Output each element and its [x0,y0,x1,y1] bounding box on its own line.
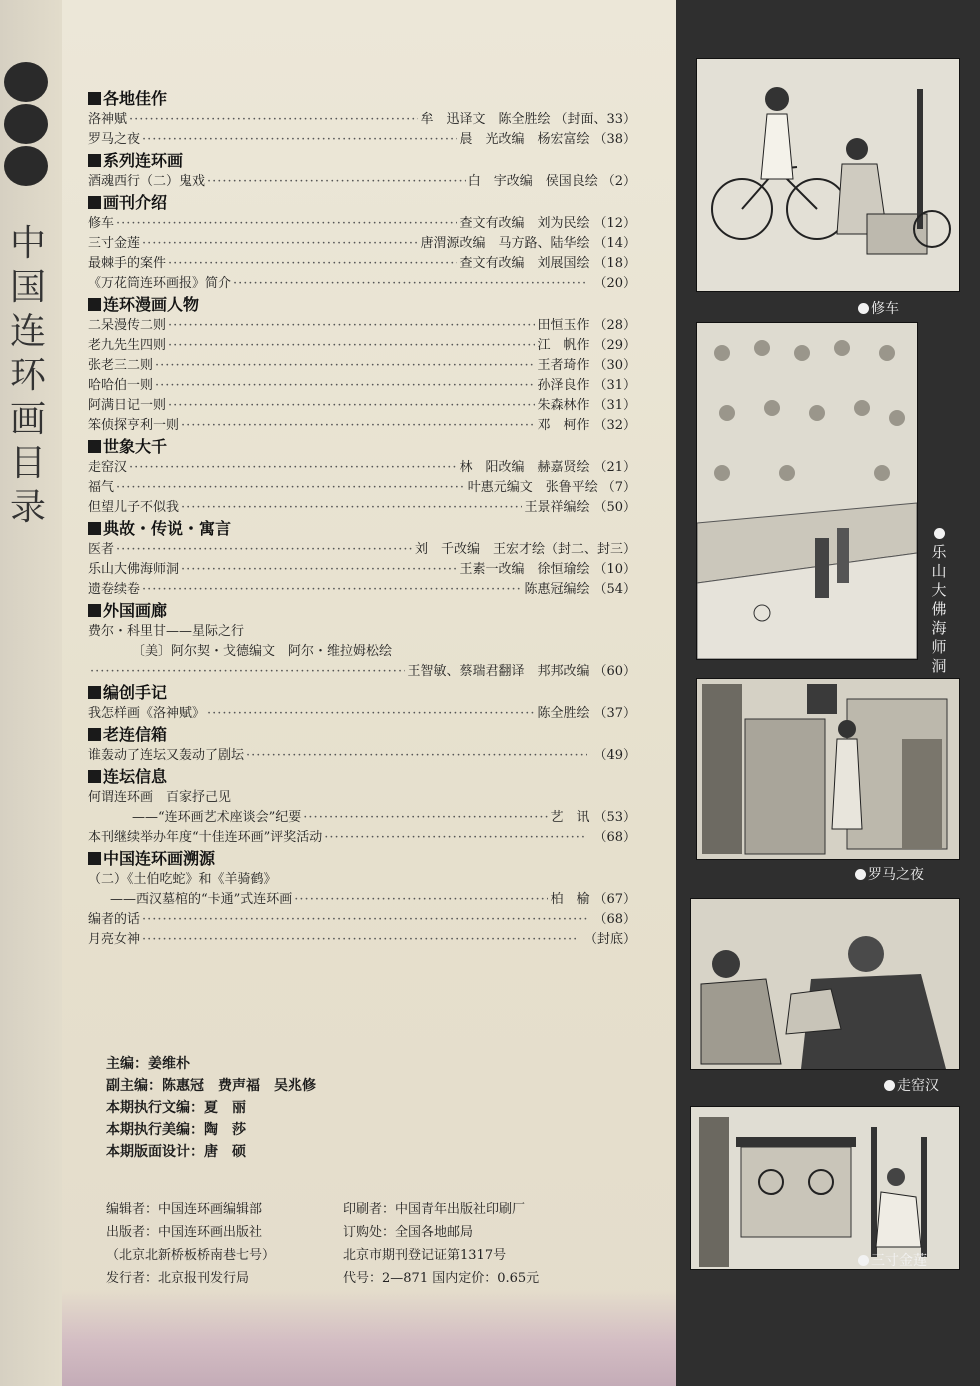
square-bullet-icon [88,604,101,617]
section-heading [88,518,636,540]
title-char: 国 [9,267,46,308]
publication-info-left [106,1198,275,1290]
dot-leader [324,828,587,848]
toc-entry [88,580,636,600]
publication-line: 北京市期刊登记证第1317号 [343,1248,507,1263]
toc-section [88,150,636,192]
entry-title: 谁轰动了连坛又轰动了剧坛 [88,748,245,763]
square-bullet-icon [88,92,101,105]
toc-entry [88,130,636,150]
toc-section [88,436,636,518]
section-heading [88,600,636,622]
entry-author: 查文有改编 刘展国绘 [459,256,590,271]
entry-title: ——西汉墓棺的“卡通”式连环画 [110,892,293,907]
entry-title: 罗马之夜 [88,132,141,147]
toc-entry [88,642,636,662]
section-heading-text: 老连信箱 [103,725,168,744]
section-heading [88,294,636,316]
square-bullet-icon [88,154,101,167]
illustration-golden-lotus [690,1106,960,1270]
entry-page: （53） [593,810,636,825]
toc-section [88,682,636,724]
decorative-dots [4,62,50,188]
entry-page: （28） [593,318,636,333]
credit-value: 陈惠冠 费声福 吴兆修 [162,1078,316,1094]
entry-page: （12） [593,216,636,231]
credit-label: 主编： [106,1056,148,1072]
dot-icon [4,104,48,144]
entry-page: （2） [601,174,636,189]
bullet-icon [884,1080,895,1091]
entry-title: 洛神赋 [88,112,128,127]
entry-author: 艺 讯 [550,810,590,825]
toc-section [88,88,636,150]
credit-value: 夏 丽 [204,1100,246,1116]
entry-title: 但望儿子不似我 [88,500,180,515]
toc-entry [88,540,636,560]
section-heading [88,724,636,746]
entry-title: 修车 [88,216,115,231]
section-heading-text: 连坛信息 [103,767,168,786]
dot-leader [142,930,578,950]
dot-leader [142,234,418,254]
entry-author: 白 宇改编 侯国良绘 [467,174,598,189]
publication-line: 出版者：中国连环画出版社 [106,1225,263,1240]
entry-page: （37） [593,706,636,721]
toc-section [88,766,636,848]
entry-title: 酒魂西行（二）鬼戏 [88,174,206,189]
toc-entry [88,458,636,478]
caption-char: 山 [931,562,947,580]
dot-leader [303,808,548,828]
toc-entry [88,254,636,274]
section-heading-text: 世象大千 [103,437,168,456]
credit-line [106,1053,316,1075]
entry-title: 老九先生四则 [88,338,167,353]
entry-title: 〔美〕阿尔契・戈德编文 阿尔・维拉姆松绘 [132,644,393,659]
entry-author: 江 帆作 [537,338,590,353]
entry-page: （30） [593,358,636,373]
dot-leader [142,910,587,930]
dot-leader [168,336,535,356]
square-bullet-icon [88,728,101,741]
square-bullet-icon [88,770,101,783]
entry-page: （54） [593,582,636,597]
toc-section [88,518,636,600]
toc-section [88,294,636,436]
dot-leader [246,746,587,766]
publication-line: 订购处：全国各地邮局 [343,1225,474,1240]
interior-scene-icon [697,679,959,859]
entry-title: 三寸金莲 [88,236,141,251]
credit-label: 副主编： [106,1078,162,1094]
dot-leader [181,416,535,436]
dot-leader [168,316,535,336]
entry-author: 叶惠元编文 张鲁平绘 [467,480,598,495]
table-of-contents [88,88,636,950]
caption-kiln-man [884,1075,939,1095]
entry-title: 医者 [88,542,115,557]
caption-char: 大 [931,581,947,599]
publication-line: 印刷者：中国青年出版社印刷厂 [343,1202,526,1217]
dot-leader [142,580,522,600]
section-heading-text: 系列连环画 [103,151,184,170]
illustration-leshan-cave [696,322,918,660]
entry-page: （18） [593,256,636,271]
entry-title: 费尔・科里甘——星际之行 [88,624,245,639]
section-heading-text: 外国画廊 [103,601,168,620]
section-heading [88,192,636,214]
square-bullet-icon [88,686,101,699]
toc-entry [88,478,636,498]
square-bullet-icon [88,522,101,535]
section-heading [88,436,636,458]
temple-scene-icon [697,323,917,659]
caption-repair-bike [858,298,899,318]
entry-author: 孙泽良作 [537,378,590,393]
entry-page: （49） [593,748,636,763]
toc-entry [88,890,636,910]
entry-title: 何谓连环画 百家抒己见 [88,790,232,805]
entry-page: （20） [593,276,636,291]
publication-line: 编辑者：中国连环画编辑部 [106,1202,263,1217]
toc-entry [88,416,636,436]
section-heading [88,88,636,110]
entry-title: 遗卷续卷 [88,582,141,597]
caption-golden-lotus [858,1250,927,1270]
entry-page: （31） [593,378,636,393]
entry-title: 张老三二则 [88,358,154,373]
entry-title: 哈哈伯一则 [88,378,154,393]
bicycle-scene-icon [697,59,959,291]
square-bullet-icon [88,196,101,209]
bed-chamber-scene-icon [691,1107,959,1269]
toc-section [88,192,636,294]
section-heading-text: 典故・传说・寓言 [103,519,232,538]
entry-author: 王素一改编 徐恒瑜绘 [459,562,590,577]
entry-author: 朱森林作 [537,398,590,413]
toc-entry [88,704,636,724]
entry-page: （32） [593,418,636,433]
dot-leader [116,214,457,234]
entry-page: （14） [593,236,636,251]
toc-entry [88,214,636,234]
dot-leader [116,478,466,498]
credit-line [106,1141,316,1163]
section-heading [88,682,636,704]
title-char: 中 [9,223,46,264]
entry-page: （38） [593,132,636,147]
title-char: 录 [9,487,46,528]
entry-author: 牟 迅译文 陈全胜绘 [420,112,551,127]
entry-page: （封底） [583,932,636,947]
bullet-icon [858,1255,869,1266]
toc-entry [88,356,636,376]
dot-leader [129,110,418,130]
toc-entry [88,172,636,192]
toc-entry [88,560,636,580]
paper-stain [0,1290,680,1386]
illustration-kiln-man [690,898,960,1070]
toc-entry [88,498,636,518]
publication-info-right [343,1198,539,1290]
bullet-icon [855,869,866,880]
toc-entry [88,910,636,930]
toc-entry [88,274,636,294]
toc-entry [88,788,636,808]
vertical-title [6,222,50,530]
editorial-credits [106,1053,316,1163]
dot-leader [155,376,535,396]
entry-author: 林 阳改编 赫嘉贤绘 [459,460,590,475]
dot-leader [168,254,457,274]
square-bullet-icon [88,298,101,311]
caption-leshan-cave [930,528,948,676]
entry-page: （60） [593,664,636,679]
dot-leader [155,356,535,376]
entry-page: （10） [593,562,636,577]
entry-author: 陈惠冠编绘 [524,582,590,597]
dot-leader [207,704,535,724]
entry-title: 《万花筒连环画报》简介 [88,276,232,291]
dot-leader [129,458,457,478]
entry-title: 编者的话 [88,912,141,927]
caption-text: 三寸金莲 [871,1253,927,1269]
section-heading-text: 编创手记 [103,683,168,702]
bullet-icon [934,528,945,539]
toc-section [88,724,636,766]
entry-title: 月亮女神 [88,932,141,947]
toc-entry [88,870,636,890]
toc-entry [88,336,636,356]
figures-scene-icon [691,899,959,1069]
caption-text: 罗马之夜 [868,867,924,883]
entry-page: （21） [593,460,636,475]
toc-section [88,848,636,950]
square-bullet-icon [88,440,101,453]
section-heading-text: 各地佳作 [103,89,168,108]
credit-value: 陶 莎 [204,1122,246,1138]
entry-author: 刘 千改编 王宏才绘（封二、封三） [414,542,636,557]
section-heading [88,150,636,172]
entry-title: 阿满日记一则 [88,398,167,413]
entry-page: （50） [593,500,636,515]
toc-entry [88,110,636,130]
entry-title: 最棘手的案件 [88,256,167,271]
toc-entry [88,396,636,416]
dot-leader [294,890,548,910]
credit-line [106,1119,316,1141]
toc-entry [88,828,636,848]
section-heading-text: 画刊介绍 [103,193,168,212]
caption-char: 海 [931,619,947,637]
entry-title: 走窑汉 [88,460,128,475]
toc-entry [88,234,636,254]
caption-char: 佛 [931,600,947,618]
entry-title: 我怎样画《洛神赋》 [88,706,206,721]
title-char: 画 [9,399,46,440]
square-bullet-icon [88,852,101,865]
section-heading-text: 连环漫画人物 [103,295,200,314]
entry-page: （封面、33） [554,112,636,127]
entry-page: （29） [593,338,636,353]
dot-leader [116,540,413,560]
dot-leader [181,560,457,580]
caption-char: 乐 [931,543,947,561]
dot-icon [4,62,48,102]
toc-entry [88,930,636,950]
illustration-rome-night [696,678,960,860]
caption-text: 修车 [871,301,899,317]
entry-author: 邓 柯作 [537,418,590,433]
entry-author: 柏 榆 [550,892,590,907]
publication-line: （北京北新桥板桥南巷七号） [106,1248,276,1263]
credit-value: 姜维朴 [148,1056,190,1072]
title-char: 环 [9,355,46,396]
toc-section [88,600,636,682]
side-strip [0,0,62,1386]
illustration-repair-bike [696,58,960,292]
section-heading-text: 中国连环画溯源 [103,849,216,868]
credit-value: 唐 硕 [204,1144,246,1160]
entry-author: 晨 光改编 杨宏富绘 [459,132,590,147]
entry-page: （68） [593,912,636,927]
caption-char: 师 [931,638,947,656]
entry-title: 笨侦探亨利一则 [88,418,180,433]
entry-author: 王智敏、蔡瑞君翻译 邦邦改编 [407,664,590,679]
entry-title: ——“连环画艺术座谈会”纪要 [132,810,302,825]
toc-entry [88,316,636,336]
toc-entry [88,746,636,766]
entry-title: 本刊继续举办年度“十佳连环画”评奖活动 [88,830,323,845]
entry-author: 唐渭源改编 马方路、陆华绘 [420,236,590,251]
publication-line: 发行者：北京报刊发行局 [106,1271,250,1286]
publication-line: 代号：2—871 国内定价：0.65元 [343,1271,540,1286]
toc-entry [88,662,636,682]
credit-line [106,1075,316,1097]
bullet-icon [858,303,869,314]
dot-leader [90,662,405,682]
toc-entry [88,376,636,396]
entry-title: 福气 [88,480,115,495]
credit-label: 本期执行美编： [106,1122,204,1138]
entry-title: 二呆漫传二则 [88,318,167,333]
toc-entry [88,622,636,642]
caption-text: 走窑汉 [897,1078,939,1094]
dot-leader [233,274,587,294]
entry-page: （7） [601,480,636,495]
entry-page: （67） [593,892,636,907]
entry-page: （31） [593,398,636,413]
dot-leader [142,130,457,150]
section-heading [88,848,636,870]
credit-line [106,1097,316,1119]
dot-icon [4,146,48,186]
caption-char: 洞 [931,657,947,675]
credit-label: 本期执行文编： [106,1100,204,1116]
entry-author: 陈全胜绘 [537,706,590,721]
dot-leader [207,172,466,192]
section-heading [88,766,636,788]
entry-title: 乐山大佛海师洞 [88,562,180,577]
entry-author: 王景祥编绘 [524,500,590,515]
dot-leader [168,396,535,416]
title-char: 连 [9,311,46,352]
toc-entry [88,808,636,828]
credit-label: 本期版面设计： [106,1144,204,1160]
entry-title: （二）《土伯吃蛇》和《羊骑鹤》 [88,872,277,887]
entry-author: 查文有改编 刘为民绘 [459,216,590,231]
entry-author: 王者琦作 [537,358,590,373]
title-char: 目 [9,443,46,484]
caption-rome-night [855,864,924,884]
dot-leader [181,498,522,518]
entry-author: 田恒玉作 [537,318,590,333]
entry-page: （68） [593,830,636,845]
